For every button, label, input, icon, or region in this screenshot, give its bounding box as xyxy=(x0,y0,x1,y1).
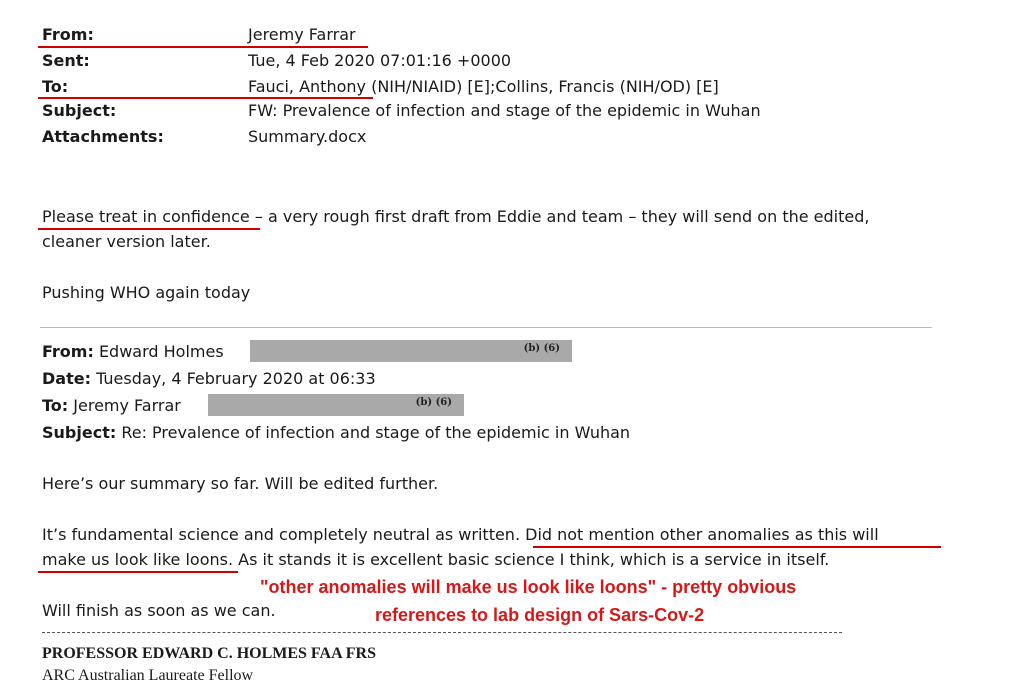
annotation-line-1: "other anomalies will make us look like loons" - pretty obvious xyxy=(260,577,797,597)
fwd-from-value: Edward Holmes xyxy=(93,342,224,361)
fwd-subject-line xyxy=(42,423,630,443)
to-label: To: xyxy=(42,77,69,96)
redaction-code: (b) (6) xyxy=(523,343,560,354)
signature-divider xyxy=(42,632,842,633)
body-line-3: Pushing WHO again today xyxy=(42,283,251,302)
fwd-to-value: Jeremy Farrar xyxy=(68,396,181,415)
confidence-line xyxy=(42,207,869,227)
signature-title: ARC Australian Laureate Fellow xyxy=(42,667,254,684)
fwd-date-label: Date: xyxy=(42,369,91,388)
underline-from xyxy=(38,46,368,48)
fwd-date-value: Tuesday, 4 February 2020 at 06:33 xyxy=(90,369,376,388)
redaction-box xyxy=(208,394,464,416)
to-value: Fauci, Anthony (NIH/NIAID) [E];Collins, Francis (NIH/OD) [E] xyxy=(248,77,719,96)
body2-paragraph-3: Will finish as soon as we can. xyxy=(42,601,276,620)
redaction-box xyxy=(250,340,572,362)
attachment-link[interactable]: Summary.docx xyxy=(248,127,367,146)
fwd-subject-value: Re: Prevalence of infection and stage of the epidemic in Wuhan xyxy=(116,423,631,442)
from-label: From: xyxy=(42,25,94,44)
subject-label: Subject: xyxy=(42,101,117,120)
body2-paragraph-1: Here’s our summary so far. Will be edited further. xyxy=(42,474,439,493)
fwd-to-line xyxy=(42,396,181,416)
subject-value: FW: Prevalence of infection and stage of the epidemic in Wuhan xyxy=(248,101,761,120)
confidence-rest: – a very rough first draft from Eddie and team – they will send on the edited, xyxy=(249,207,870,226)
redaction-code: (b) (6) xyxy=(415,397,452,408)
underline-anomalies xyxy=(533,546,941,548)
annotation-line-2: references to lab design of Sars-Cov-2 xyxy=(375,605,705,625)
underline-loons xyxy=(38,571,238,573)
fwd-subject-label: Subject: xyxy=(42,423,117,442)
confidence-phrase: Please treat in confidence xyxy=(42,207,250,226)
fwd-from-line xyxy=(42,342,224,362)
sent-value: Tue, 4 Feb 2020 07:01:16 +0000 xyxy=(248,51,512,70)
body-line-2: cleaner version later. xyxy=(42,232,211,251)
body2-paragraph-2-line-2: make us look like loons. As it stands it is excellent basic science I think, which is a service in itself. xyxy=(42,550,830,569)
separator-rule xyxy=(40,327,932,328)
attachments-label: Attachments: xyxy=(42,127,164,146)
underline-confidence xyxy=(38,228,260,230)
body2-paragraph-2-line-1: It’s fundamental science and completely neutral as written. Did not mention other anomalies as this will xyxy=(42,525,879,544)
signature-name: PROFESSOR EDWARD C. HOLMES FAA FRS xyxy=(42,645,376,662)
fwd-from-label: From: xyxy=(42,342,94,361)
from-value: Jeremy Farrar xyxy=(248,25,356,44)
underline-to xyxy=(38,97,373,99)
fwd-date-line xyxy=(42,369,376,389)
sent-label: Sent: xyxy=(42,51,90,70)
fwd-to-label: To: xyxy=(42,396,69,415)
